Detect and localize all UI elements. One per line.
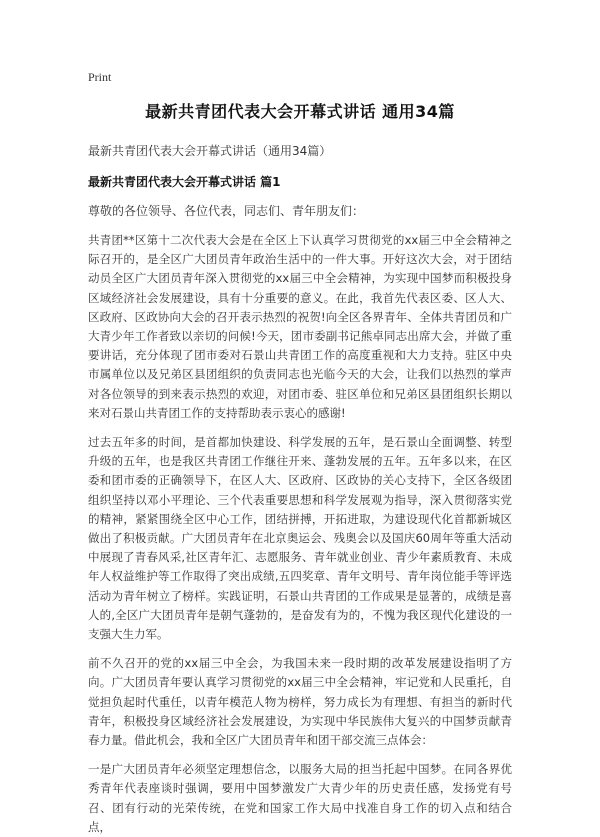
salutation: 尊敬的各位领导、各位代表，同志们、青年朋友们：	[88, 204, 365, 218]
document-title: 最新共青团代表大会开幕式讲话 通用34篇	[145, 102, 455, 121]
section-heading: 最新共青团代表大会开幕式讲话 篇1	[88, 175, 281, 189]
document-subtitle: 最新共青团代表大会开幕式讲话（通用34篇）	[88, 144, 332, 158]
paragraph-4: 一是广大团员青年必须坚定理想信念，以服务大局的担当托起中国梦。在同各界优秀青年代表座谈时强调，要用中国梦激发广大青少年的历史责任感，发扬党有号召、团有行动的光荣传统，在党和国家工作大局中找准自身工作的切入点和结合点，	[88, 762, 512, 834]
print-label[interactable]: Print	[88, 70, 112, 84]
paragraph-3: 前不久召开的党的xx届三中全会，为我国未来一段时期的改革发展建设指明了方向。广大团员青年要认真学习贯彻党的xx届三中全会精神，牢记党和人民重托，自觉担负起时代重任，以青年模范人物为榜样，努力成长为有理想、有担当的新时代青年，积极投身区域经济社会发展建设，为实现中华民族伟大复兴的中国梦贡献青春力量。借此机会，我和全区广大团员青年和团干部交流三点体会：	[88, 656, 512, 748]
paragraph-1: 共青团**区第十二次代表大会是在全区上下认真学习贯彻党的xx届三中全会精神之际召开的，是全区广大团员青年政治生活中的一件大事。开好这次大会，对于团结动员全区广大团员青年深入贯彻党的xx届三中全会精神，为实现中国梦而积极投身区域经济社会发展建设，具有十分重要的意义。在此，我首先代表区委、区人大、区政府、区政协向大会的召开表示热烈的祝贺!向全区各界青年、全体共青团员和广大青少年工作者致以亲切的问候!今天，团市委副书记熊卓同志出席大会，并做了重要讲话，充分体现了团市委对石景山共青团工作的高度重视和大力支持。驻区中央市属单位以及兄弟区县团组织的负责同志也光临今天的大会，让我们以热烈的掌声对各位领导的到来表示热烈的欢迎，对团市委、驻区单位和兄弟区县团组织长期以来对石景山共青团工作的支持帮助表示衷心的感谢!	[88, 233, 512, 420]
paragraph-2: 过去五年多的时间，是首都加快建设、科学发展的五年，是石景山全面调整、转型升级的五年，也是我区共青团工作继往开来、蓬勃发展的五年。五年多以来，在区委和团市委的正确领导下，在区人大、区政府、区政协的关心支持下，全区各级团组织坚持以邓小平理论、三个代表重要思想和科学发展观为指导，深入贯彻落实党的精神，紧紧围绕全区中心工作，团结拼搏，开拓进取，为建设现代化首都新城区做出了积极贡献。广大团员青年在北京奥运会、残奥会以及国庆60周年等重大活动中展现了青春风采,社区青年汇、志愿服务、青年就业创业、青少年素质教育、未成年人权益维护等工作取得了突出成绩,五四奖章、青年文明号、青年岗位能手等评选活动为青年树立了榜样。实践证明，石景山共青团的工作成果是显著的，成绩是喜人的,全区广大团员青年是朝气蓬勃的，是奋发有为的，不愧为我区现代化建设的一支强大生力军。	[88, 435, 512, 642]
